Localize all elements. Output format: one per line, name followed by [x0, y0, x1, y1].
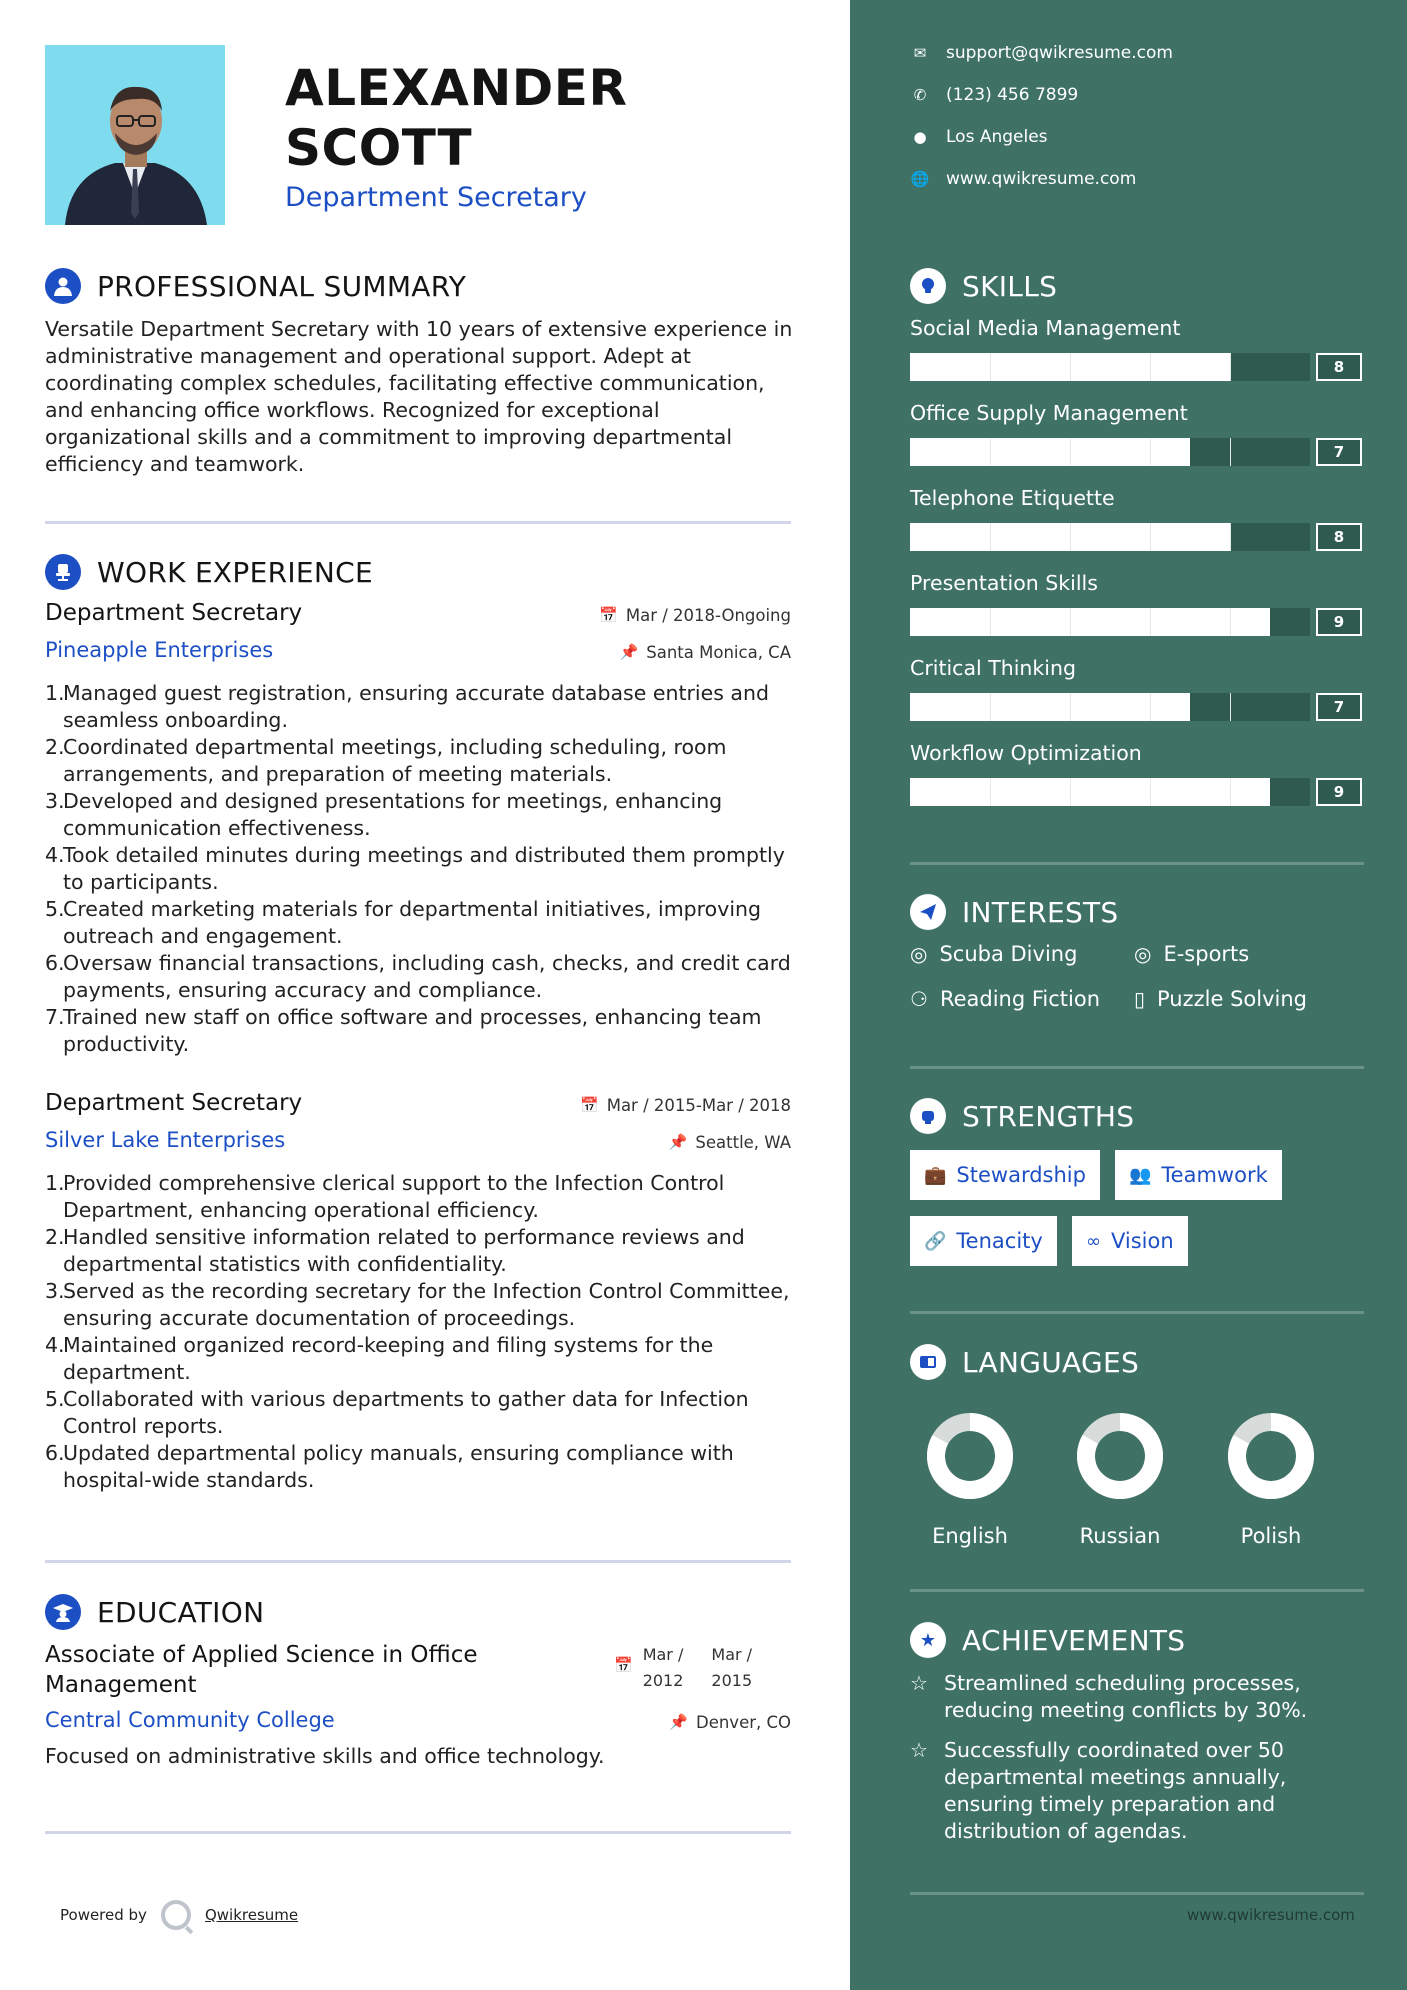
language-donut: [1221, 1406, 1321, 1506]
skill-bar-segment: [1070, 693, 1071, 721]
skill-bar: [910, 353, 1310, 381]
job-dates-text: Mar / 2018-Ongoing: [625, 605, 791, 625]
summary-text: Versatile Department Secretary with 10 years of extensive experience in administrative management and operational support. Adept at coordinating complex schedules, facilitating effective communication, and enhancing office workflows. Recognized for exceptional organizational skills and a commitment to improving departmental efficiency and teamwork.: [45, 317, 793, 476]
contact-location-text: Los Angeles: [946, 127, 1048, 147]
user-icon: [45, 268, 81, 304]
powered-by: [60, 1900, 298, 1930]
divider: [910, 1311, 1364, 1314]
interest-item: ▯ Puzzle Solving: [1134, 987, 1308, 1011]
list-item: 1. Managed guest registration, ensuring accurate database entries and seamless onboarding.: [45, 681, 769, 732]
users-icon: 👥: [1129, 1164, 1152, 1186]
divider: [910, 1589, 1364, 1592]
job-dates-text: Mar / 2015-Mar / 2018: [606, 1095, 791, 1115]
job-role: Department Secretary: [45, 1090, 303, 1116]
skill-label: Social Media Management: [910, 316, 1181, 340]
contact-location: [910, 127, 1048, 147]
contact-phone-text: (123) 456 7899: [946, 85, 1079, 105]
graduate-icon: [45, 1594, 81, 1630]
skill-label: Telephone Etiquette: [910, 486, 1115, 510]
fist-icon: [910, 1098, 946, 1134]
profile-photo: [45, 45, 225, 225]
globe-icon: 🌐: [910, 170, 930, 188]
experience-title: WORK EXPERIENCE: [97, 555, 373, 589]
education-note: Focused on administrative skills and office technology.: [45, 1744, 605, 1768]
skill-bar-segment: [990, 608, 991, 636]
education-title: EDUCATION: [97, 1595, 265, 1629]
translate-icon: [910, 1344, 946, 1380]
list-item: 7. Trained new staff on office software and processes, enhancing team productivity.: [45, 1005, 762, 1056]
list-item: 5. Collaborated with various departments to gather data for Infection Control reports.: [45, 1387, 749, 1438]
calendar-icon: 📅: [599, 606, 618, 624]
skill-bar: [910, 608, 1310, 636]
skill-label: Critical Thinking: [910, 656, 1076, 680]
pin-icon: 📌: [619, 643, 639, 661]
education-location: [669, 1713, 791, 1732]
star-badge-icon: ★: [910, 1622, 946, 1658]
calendar-icon: 📅: [580, 1096, 599, 1114]
pin-icon: 📌: [669, 1713, 688, 1731]
paper-plane-icon: [910, 894, 946, 930]
skill-score: 7: [1316, 693, 1362, 721]
education-start-year: 2012: [642, 1671, 684, 1690]
divider: [45, 1831, 791, 1834]
language-label: Russian: [1079, 1524, 1161, 1548]
skill-bar-segment: [1150, 693, 1151, 721]
skill-bar-segment: [1230, 353, 1231, 381]
skill-score: 9: [1316, 778, 1362, 806]
skill-bar-fill: [910, 438, 1190, 466]
job-header: [45, 1090, 791, 1116]
skill-bar-segment: [1230, 438, 1231, 466]
strength-badge: 👥 Teamwork: [1115, 1150, 1282, 1200]
life-ring-icon: ◎: [910, 942, 928, 966]
language-label: Polish: [1240, 1524, 1302, 1548]
skill-score: 7: [1316, 438, 1362, 466]
language-donut: [1070, 1406, 1170, 1506]
list-item: 4. Took detailed minutes during meetings and distributed them promptly to participants.: [45, 843, 785, 894]
contact-website-text: www.qwikresume.com: [946, 169, 1137, 189]
job-dates: [599, 606, 791, 625]
skill-bar-segment: [990, 523, 991, 551]
skill-bar: [910, 438, 1310, 466]
languages-heading: [910, 1344, 1139, 1380]
job-role: Department Secretary: [45, 600, 303, 626]
list-item: 3. Served as the recording secretary for the Infection Control Committee, ensuring accurate documentation of proceedings.: [45, 1279, 790, 1330]
skill-bar-segment: [1230, 523, 1231, 551]
divider: [45, 1560, 791, 1563]
skill-bar-segment: [990, 353, 991, 381]
strength-badge: 💼 Stewardship: [910, 1150, 1100, 1200]
education-location-text: Denver, CO: [695, 1712, 791, 1732]
skill-bar-fill: [910, 778, 1270, 806]
skill-bar-segment: [1150, 778, 1151, 806]
list-item: 6. Oversaw financial transactions, including cash, checks, and credit card payments, ensuring accuracy and compliance.: [45, 951, 791, 1002]
pin-icon: 📌: [668, 1133, 688, 1151]
interests-title: INTERESTS: [962, 895, 1119, 929]
lightbulb-icon: [910, 268, 946, 304]
summary-title: PROFESSIONAL SUMMARY: [97, 269, 467, 303]
skill-bar-fill: [910, 693, 1190, 721]
summary-heading: [45, 268, 466, 304]
skill-bar-segment: [1150, 608, 1151, 636]
education-start-month: Mar /: [642, 1645, 684, 1664]
skill-bar-segment: [990, 778, 991, 806]
skill-bar-segment: [990, 438, 991, 466]
interest-item: ⚆ Reading Fiction: [910, 987, 1101, 1011]
education-dates: [614, 1642, 752, 1694]
qwikresume-logo-icon: [161, 1900, 191, 1930]
interest-item: ◎ Scuba Diving: [910, 942, 1078, 966]
link-icon: 🔗: [924, 1230, 947, 1252]
skill-bar-segment: [1070, 353, 1071, 381]
interests-heading: [910, 894, 1119, 930]
life-ring-icon: ◎: [1134, 942, 1152, 966]
calendar-icon: 📅: [614, 1656, 633, 1674]
skill-bar-fill: [910, 608, 1270, 636]
divider: [910, 1892, 1364, 1895]
footer-url[interactable]: www.qwikresume.com: [1187, 1906, 1355, 1924]
list-item: 6. Updated departmental policy manuals, ensuring compliance with hospital-wide standards.: [45, 1441, 734, 1492]
job-duties: [45, 680, 805, 1058]
name-block: [285, 58, 627, 213]
briefcase-icon: 💼: [924, 1164, 947, 1186]
skill-bar: [910, 693, 1310, 721]
job-company: Silver Lake Enterprises: [45, 1128, 286, 1152]
list-item: 3. Developed and designed presentations for meetings, enhancing communication effectiveness.: [45, 789, 723, 840]
education-school: Central Community College: [45, 1708, 335, 1732]
achievements-title: ACHIEVEMENTS: [962, 1623, 1186, 1657]
list-item: 5. Created marketing materials for departmental initiatives, improving outreach and engagement.: [45, 897, 762, 948]
list-item: 2. Handled sensitive information related to performance reviews and departmental statistics with confidentiality.: [45, 1225, 745, 1276]
skill-label: Presentation Skills: [910, 571, 1098, 595]
achievement-item: ☆ Streamlined scheduling processes, reducing meeting conflicts by 30%.: [910, 1671, 1308, 1722]
job-location-text: Seattle, WA: [695, 1132, 791, 1152]
skill-bar-segment: [1230, 693, 1231, 721]
skill-score: 8: [1316, 523, 1362, 551]
skill-bar-segment: [1070, 523, 1071, 551]
job-header: [45, 600, 791, 626]
chair-icon: [45, 554, 81, 590]
list-item: 1. Provided comprehensive clerical support to the Infection Control Department, enhancing operational efficiency.: [45, 1171, 725, 1222]
language-item: [1221, 1406, 1321, 1548]
skill-label: Workflow Optimization: [910, 741, 1142, 765]
star-icon: ☆: [910, 1738, 928, 1762]
list-item: 2. Coordinated departmental meetings, including scheduling, room arrangements, and preparation of meeting materials.: [45, 735, 727, 786]
skill-bar-segment: [1150, 523, 1151, 551]
job-location: [620, 643, 791, 662]
list-item: 4. Maintained organized record-keeping and filing systems for the department.: [45, 1333, 714, 1384]
skill-bar-segment: [1230, 608, 1231, 636]
last-name: SCOTT: [285, 119, 473, 177]
language-item: [1070, 1406, 1170, 1548]
skills-title: SKILLS: [962, 269, 1058, 303]
language-item: [920, 1406, 1020, 1548]
experience-heading: [45, 554, 373, 590]
skill-bar-segment: [990, 693, 991, 721]
skill-bar-segment: [1150, 353, 1151, 381]
education-subheader: [45, 1708, 791, 1732]
skill-bar-segment: [1070, 438, 1071, 466]
divider: [910, 862, 1364, 865]
job-location: [669, 1133, 791, 1152]
language-donut: [920, 1406, 1020, 1506]
job-dates: [580, 1096, 791, 1115]
divider: [910, 1066, 1364, 1069]
skill-bar-segment: [1070, 608, 1071, 636]
strength-badge: 🔗 Tenacity: [910, 1216, 1057, 1266]
star-icon: ☆: [910, 1671, 928, 1695]
divider: [45, 521, 791, 524]
job-duties: [45, 1170, 805, 1494]
qwikresume-link[interactable]: Qwikresume: [204, 1906, 299, 1924]
contact-email-text: support@qwikresume.com: [946, 43, 1173, 63]
powered-by-label: Powered by: [60, 1906, 147, 1924]
skill-label: Office Supply Management: [910, 401, 1188, 425]
achievements-heading: [910, 1622, 1185, 1658]
skill-score: 9: [1316, 608, 1362, 636]
gamepad-icon: ⚆: [910, 987, 928, 1011]
education-degree: Associate of Applied Science in Office Management: [45, 1642, 478, 1698]
achievement-item: ☆ Successfully coordinated over 50 departmental meetings annually, ensuring timely preparation and distribution of agendas.: [910, 1738, 1287, 1843]
strength-badge: ∞ Vision: [1072, 1216, 1188, 1266]
education-end-year: 2015: [711, 1671, 753, 1690]
job-location-text: Santa Monica, CA: [646, 642, 791, 662]
map-marker-icon: ●: [913, 128, 927, 146]
education-end-month: Mar /: [711, 1645, 753, 1664]
education-heading: [45, 1594, 264, 1630]
language-label: English: [932, 1524, 1008, 1548]
skills-heading: [910, 268, 1057, 304]
skill-bar-segment: [1230, 778, 1231, 806]
job-subheader: [45, 638, 791, 662]
contact-phone[interactable]: [910, 85, 1078, 105]
skill-score: 8: [1316, 353, 1362, 381]
book-icon: ▯: [1134, 987, 1146, 1011]
skill-bar-segment: [1070, 778, 1071, 806]
interest-item: ◎ E-sports: [1134, 942, 1250, 966]
job-company: Pineapple Enterprises: [45, 638, 274, 662]
languages-title: LANGUAGES: [962, 1345, 1140, 1379]
phone-icon: ✆: [913, 86, 927, 104]
headline-title: Department Secretary: [285, 182, 587, 213]
strengths-heading: [910, 1098, 1134, 1134]
skill-bar: [910, 523, 1310, 551]
binoculars-icon: ∞: [1086, 1230, 1101, 1252]
skill-bar-segment: [1150, 438, 1151, 466]
job-subheader: [45, 1128, 791, 1152]
contact-email[interactable]: [910, 43, 1173, 63]
envelope-icon: ✉: [913, 44, 927, 62]
contact-website[interactable]: [910, 169, 1136, 189]
first-name: ALEXANDER: [285, 59, 628, 117]
strengths-title: STRENGTHS: [962, 1099, 1135, 1133]
skill-bar: [910, 778, 1310, 806]
